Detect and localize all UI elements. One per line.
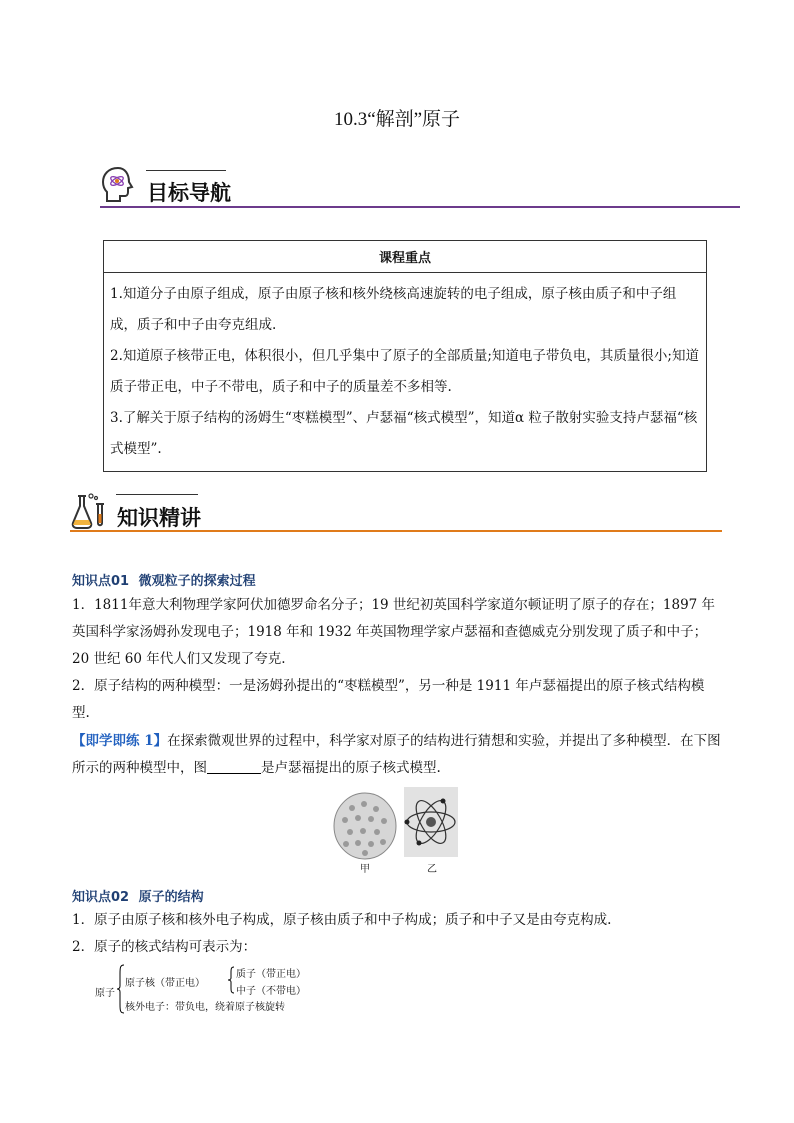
nuclear-model-image — [404, 787, 458, 857]
kp2-heading — [72, 886, 204, 905]
section-overline — [116, 494, 198, 495]
kp1-label: 知识点01 — [72, 574, 130, 589]
answer-blank[interactable] — [207, 759, 261, 774]
atom-structure-tree — [95, 964, 355, 1014]
table-body — [104, 273, 707, 472]
kp2-paragraph-1: 1．原子由原子核和核外电子构成，原子核由质子和中子构成；质子和中子又是由夸克构成. — [72, 912, 612, 928]
plum-pudding-model-image — [332, 790, 398, 860]
key-points-table — [103, 240, 707, 472]
exercise-1 — [72, 728, 722, 782]
brace-icon — [117, 964, 125, 1014]
section-rule — [70, 530, 722, 532]
section-rule — [100, 206, 740, 208]
exercise-text-a: 在探索微观世界的过程中，科学家对原子的结构进行猜想和实验，并提出了多种模型．在下图所示的两种模型中，图 — [72, 733, 721, 776]
kp1-paragraph-1: 1．1811年意大利物理学家阿伏加德罗命名分子；19 世纪初英国科学家道尔顿证明了原子的存在；1897 年英国科学家汤姆孙发现电子；1918 年和 1932 年英国物理学家卢瑟福和查德威克分别发现了质子和中子；20 世纪 60 年代人们又发现了夸克. — [72, 597, 716, 667]
page-title: 10.3“解剖”原子 — [333, 109, 461, 130]
key-point-3: 3.了解关于原子结构的汤姆生“枣糕模型”、卢瑟福“核式模型”，知道α 粒子散射实验支持卢瑟福“核式模型”. — [110, 410, 698, 457]
kp1-heading — [72, 570, 256, 589]
exercise-tag: 【即学即练 1】 — [72, 733, 168, 749]
table-header: 课程重点 — [104, 241, 707, 273]
section-overline — [146, 170, 226, 171]
tree-root: 原子 — [95, 988, 115, 999]
kp2-paragraph-2: 2．原子的核式结构可表示为： — [72, 939, 257, 955]
brain-atom-icon — [100, 165, 136, 205]
key-point-1: 1.知道分子由原子组成，原子由原子核和核外绕核高速旋转的电子组成，原子核由质子和中子组成，质子和中子由夸克组成. — [110, 286, 677, 333]
kp1-paragraph-2: 2．原子结构的两种模型：一是汤姆孙提出的“枣糕模型”，另一种是 1911 年卢瑟福提出的原子核式结构模型. — [72, 678, 705, 721]
exercise-text-b: 是卢瑟福提出的原子核式模型. — [261, 760, 441, 776]
kp1-title: 微观粒子的探索过程 — [138, 574, 256, 589]
kp2-title: 原子的结构 — [138, 890, 204, 905]
section-heading-goals: 目标导航 — [147, 181, 231, 205]
key-point-2: 2.知道原子核带正电，体积很小，但几乎集中了原子的全部质量;知道电子带负电，其质量很小;知道质子带正电，中子不带电，质子和中子的质量差不多相等. — [110, 348, 699, 395]
kp2-label: 知识点02 — [72, 890, 130, 905]
tree-nucleus: 原子核（带正电） — [125, 978, 205, 989]
brace-icon — [228, 966, 235, 994]
flask-icon — [70, 490, 110, 530]
tree-proton: 质子（带正电） — [236, 969, 306, 980]
tree-neutron: 中子（不带电） — [236, 986, 306, 997]
figure-caption-b: 乙 — [427, 864, 437, 875]
tree-electron: 核外电子：带负电，绕着原子核旋转 — [125, 1002, 285, 1013]
section-heading-knowledge: 知识精讲 — [117, 506, 201, 530]
figure-caption-a: 甲 — [360, 864, 370, 875]
